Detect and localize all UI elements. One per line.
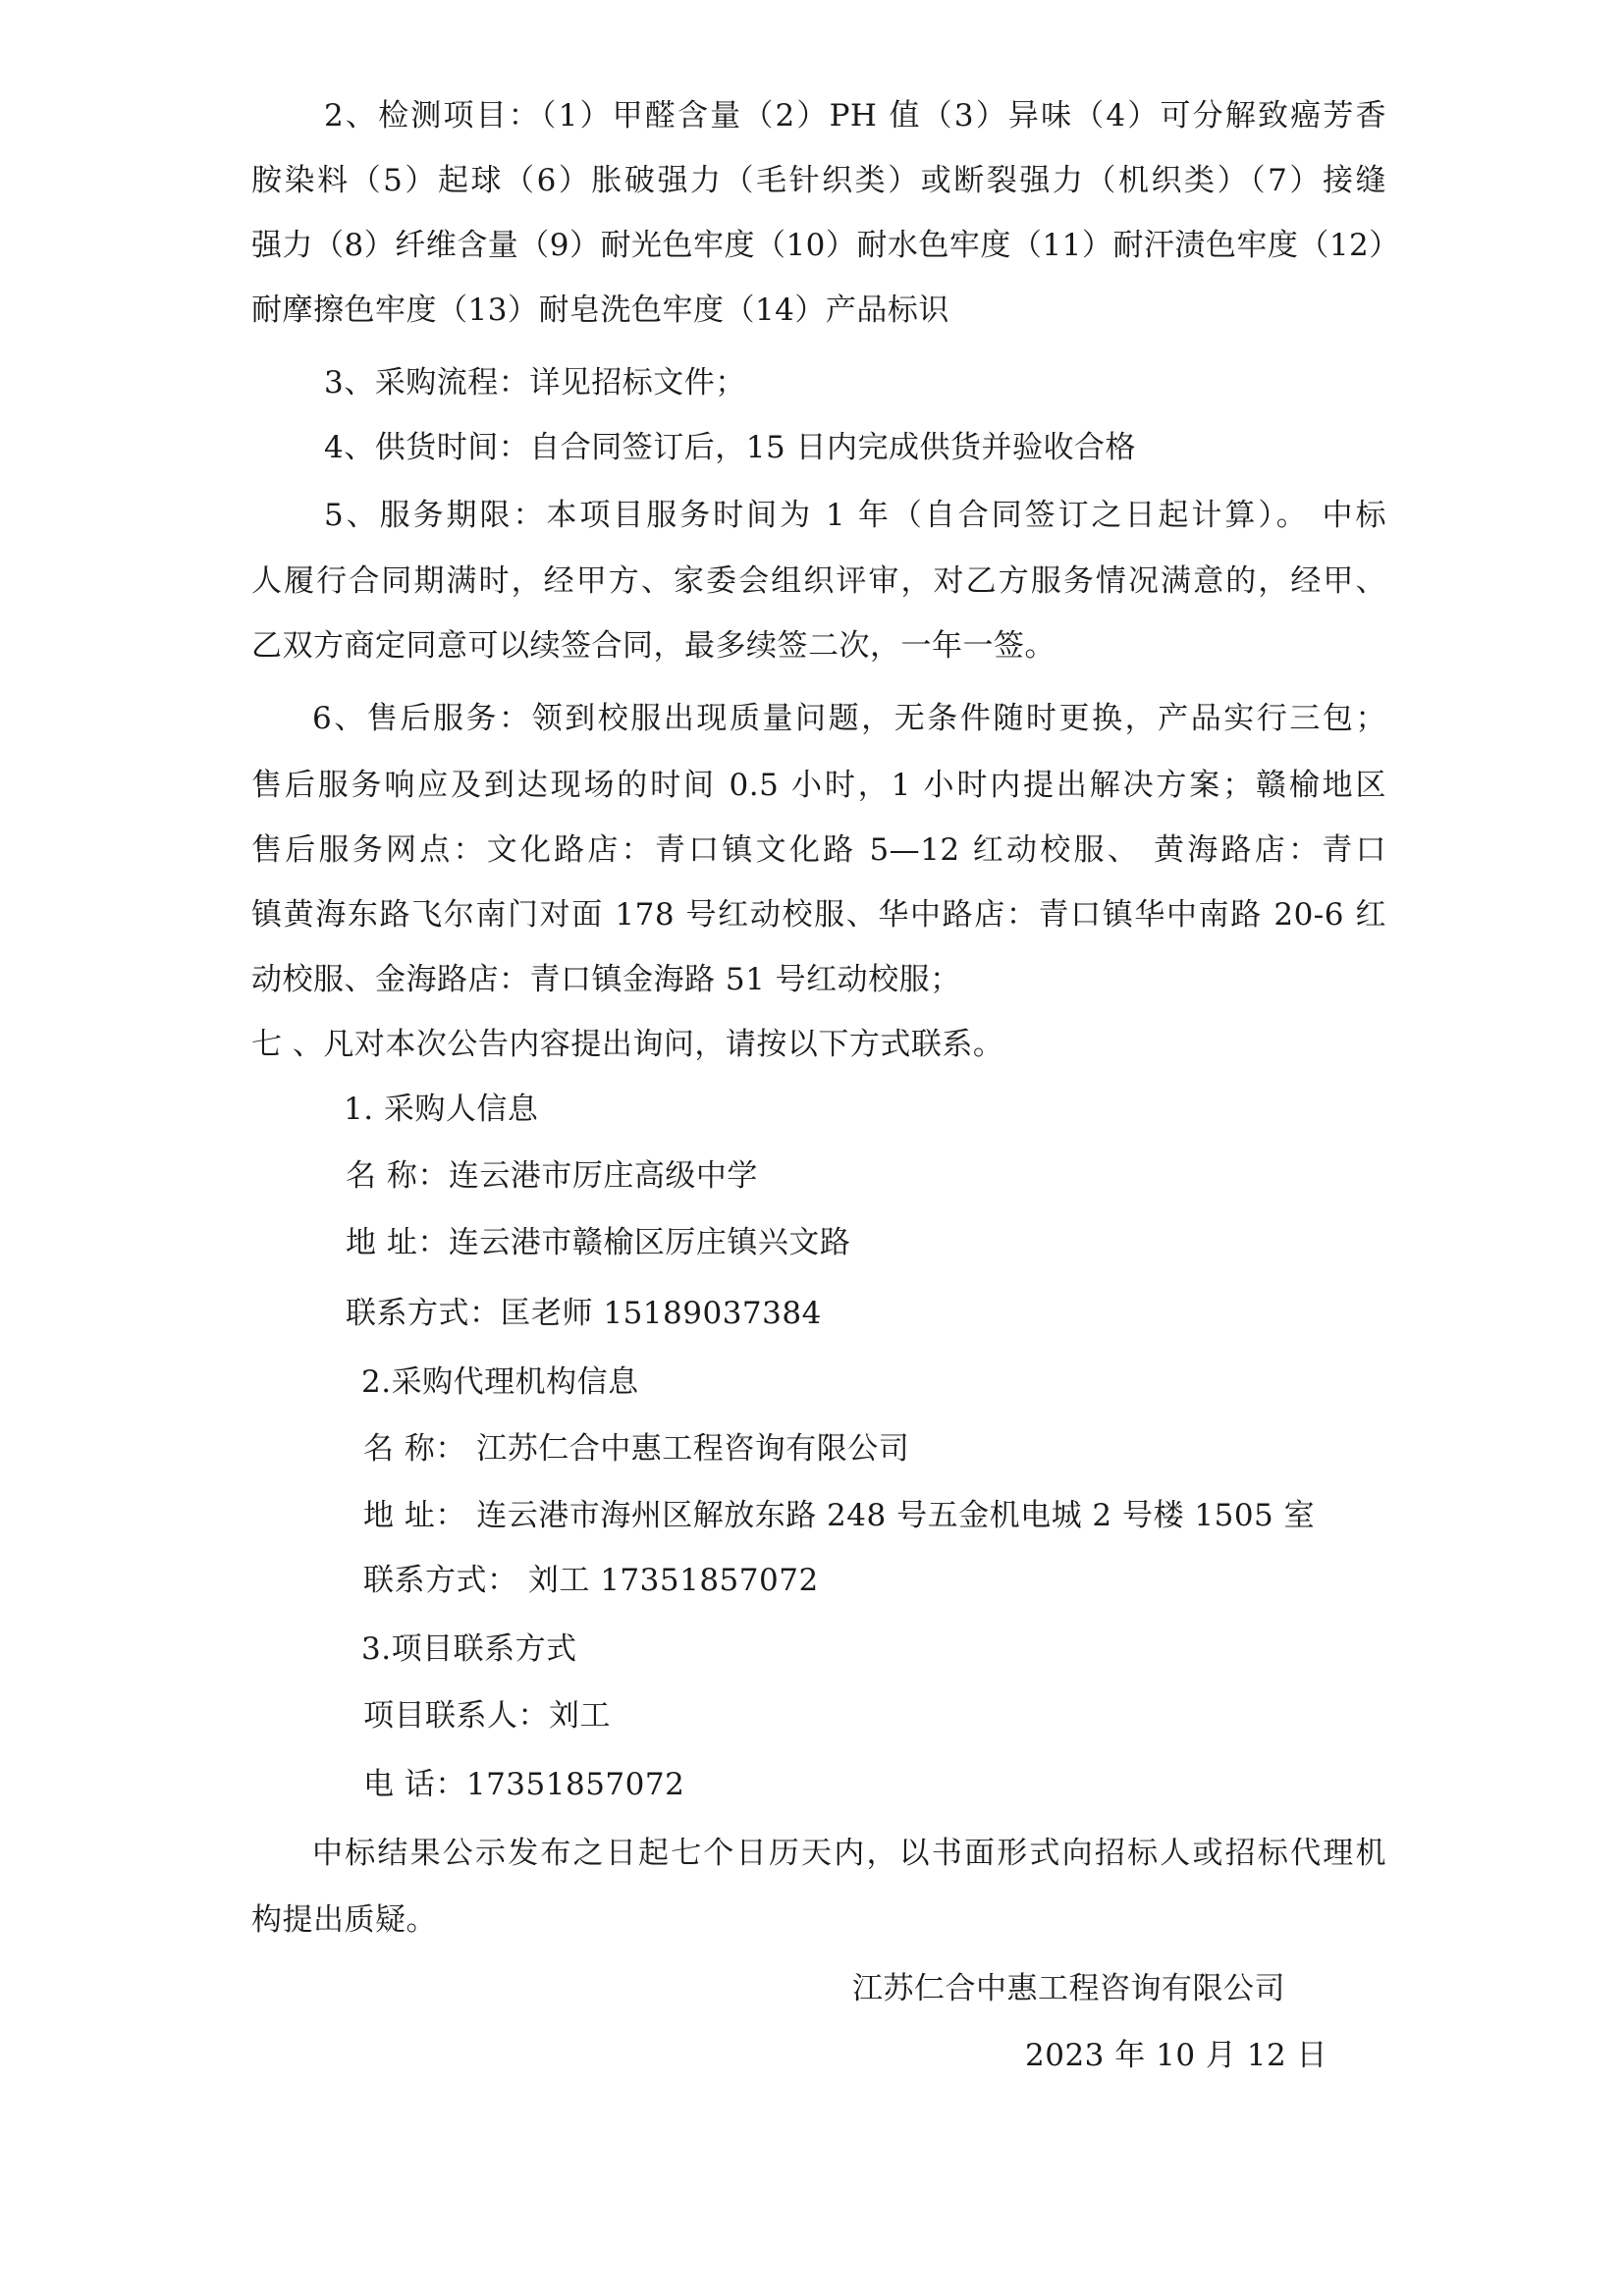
item6-line-3: 售后服务网点：文化路店：青口镇文化路 5—12 红动校服、 黄海路店：青口 bbox=[251, 832, 1386, 868]
closing-line-1: 中标结果公示发布之日起七个日历天内，以书面形式向招标人或招标代理机 bbox=[312, 1836, 1386, 1871]
item6-line-1: 6、售后服务：领到校服出现质量问题，无条件随时更换，产品实行三包； bbox=[312, 701, 1386, 736]
section7-heading: 七 、凡对本次公告内容提出询问，请按以下方式联系。 bbox=[251, 1027, 1004, 1062]
item2-line-3: 强力（8）纤维含量（9）耐光色牢度（10）耐水色牢度（11）耐汗渍色牢度（12） bbox=[251, 228, 1400, 263]
agency-title: 2.采购代理机构信息 bbox=[361, 1364, 639, 1400]
purchaser-contact: 联系方式：匡老师 15189037384 bbox=[346, 1296, 822, 1331]
agency-address: 地 址： 连云港市海州区解放东路 248 号五金机电城 2 号楼 1505 室 bbox=[363, 1498, 1316, 1533]
item5-line-1: 5、服务期限：本项目服务时间为 1 年（自合同签订之日起计算）。 中标 bbox=[324, 498, 1386, 533]
item4-line: 4、供货时间：自合同签订后，15 日内完成供货并验收合格 bbox=[324, 430, 1137, 465]
agency-contact: 联系方式： 刘工 17351857072 bbox=[363, 1563, 819, 1598]
item2-line-4: 耐摩擦色牢度（13）耐皂洗色牢度（14）产品标识 bbox=[251, 293, 949, 328]
project-title: 3.项目联系方式 bbox=[361, 1631, 577, 1667]
project-person: 项目联系人：刘工 bbox=[363, 1698, 611, 1734]
item5-line-3: 乙双方商定同意可以续签合同，最多续签二次，一年一签。 bbox=[251, 628, 1056, 664]
signature-date: 2023 年 10 月 12 日 bbox=[1025, 2038, 1328, 2073]
item6-line-5: 动校服、金海路店：青口镇金海路 51 号红动校服； bbox=[251, 962, 961, 997]
purchaser-title: 1. 采购人信息 bbox=[344, 1092, 539, 1127]
item3-line: 3、采购流程：详见招标文件； bbox=[324, 365, 746, 400]
item5-line-2: 人履行合同期满时，经甲方、家委会组织评审，对乙方服务情况满意的，经甲、 bbox=[251, 563, 1386, 599]
agency-name: 名 称： 江苏仁合中惠工程咨询有限公司 bbox=[363, 1431, 910, 1467]
closing-line-2: 构提出质疑。 bbox=[251, 1902, 437, 1938]
item6-line-2: 售后服务响应及到达现场的时间 0.5 小时，1 小时内提出解决方案；赣榆地区 bbox=[251, 768, 1386, 803]
purchaser-address: 地 址：连云港市赣榆区厉庄镇兴文路 bbox=[346, 1225, 851, 1260]
project-phone: 电 话：17351857072 bbox=[363, 1767, 685, 1802]
signature-company: 江苏仁合中惠工程咨询有限公司 bbox=[852, 1971, 1285, 2006]
item2-line-1: 2、检测项目：（1）甲醛含量（2）PH 值（3）异味（4）可分解致癌芳香 bbox=[324, 98, 1386, 133]
item6-line-4: 镇黄海东路飞尔南门对面 178 号红动校服、华中路店：青口镇华中南路 20-6 红 bbox=[251, 897, 1386, 933]
item2-line-2: 胺染料（5）起球（6）胀破强力（毛针织类）或断裂强力（机织类）（7）接缝 bbox=[251, 163, 1386, 198]
purchaser-name: 名 称：连云港市厉庄高级中学 bbox=[346, 1158, 758, 1194]
